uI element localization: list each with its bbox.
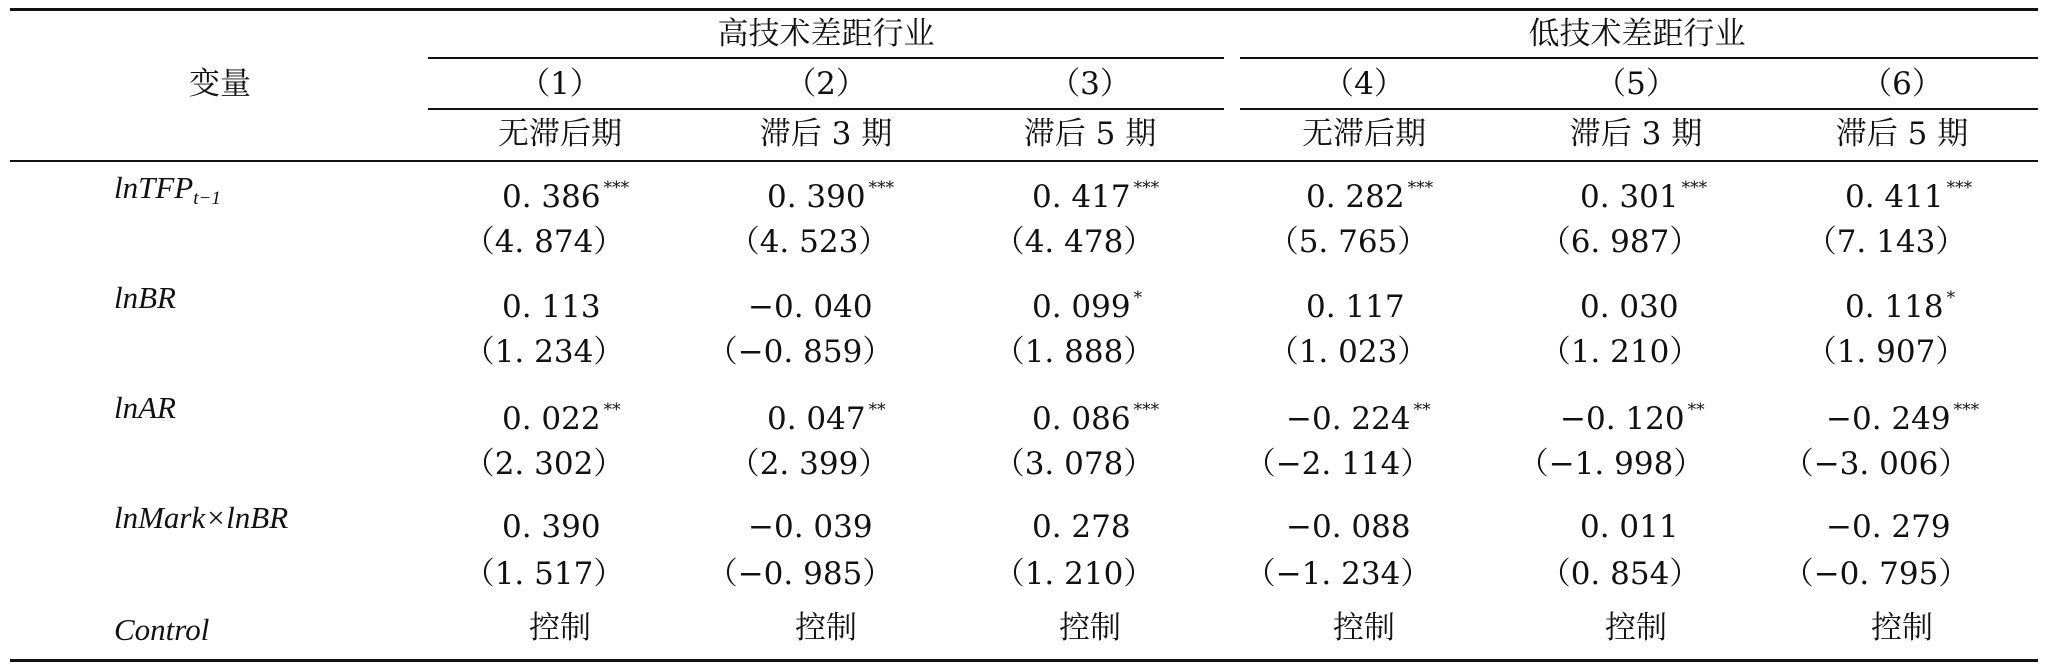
lag-label-3: 滞后 5 期	[1023, 116, 1157, 152]
coefficient-cell	[1032, 168, 1160, 215]
column-number-5: （5）	[1595, 66, 1677, 102]
coefficient-value: −0. 039	[748, 509, 873, 545]
coefficient-value: 0. 390	[767, 179, 866, 215]
coefficient-value: −0. 279	[1826, 509, 1951, 545]
t-statistic: （1. 210）	[1539, 334, 1701, 370]
significance-stars: ***	[1133, 400, 1160, 420]
coefficient-cell	[1845, 278, 1956, 325]
control-indicator: 控制	[529, 610, 591, 646]
coefficient-cell	[1032, 390, 1160, 437]
coefficient-cell	[502, 498, 604, 545]
t-statistic: （−1. 998）	[1517, 446, 1705, 482]
coefficient-value: 0. 301	[1580, 179, 1679, 215]
t-statistic: （6. 987）	[1539, 224, 1701, 260]
t-statistic: （2. 302）	[463, 446, 625, 482]
coefficient-value: 0. 022	[502, 401, 601, 437]
coefficient-value: 0. 099	[1032, 289, 1131, 325]
column-number-2: （2）	[785, 66, 867, 102]
variable-label-lnbr: lnBR	[114, 280, 176, 315]
coefficient-cell	[1032, 278, 1143, 325]
coefficient-value: 0. 390	[502, 509, 601, 545]
coefficient-value: −0. 088	[1286, 509, 1411, 545]
coefficient-cell	[1306, 168, 1434, 215]
control-indicator: 控制	[795, 610, 857, 646]
t-statistic: （−0. 985）	[706, 556, 894, 592]
t-statistic: （0. 854）	[1539, 556, 1701, 592]
coefficient-value: 0. 047	[767, 401, 866, 437]
coefficient-cell	[1286, 498, 1414, 545]
coefficient-value: 0. 117	[1306, 289, 1405, 325]
coefficient-value: 0. 086	[1032, 401, 1131, 437]
t-statistic: （−2. 114）	[1244, 446, 1432, 482]
coefficient-cell	[502, 168, 630, 215]
t-statistic: （4. 523）	[728, 224, 890, 260]
t-statistic: （2. 399）	[728, 446, 890, 482]
t-statistic: （4. 478）	[993, 224, 1155, 260]
column-number-3: （3）	[1049, 66, 1131, 102]
t-statistic: （1. 517）	[463, 556, 625, 592]
coefficient-cell	[1826, 498, 1954, 545]
t-statistic: （3. 078）	[993, 446, 1155, 482]
t-statistic: （5. 765）	[1267, 224, 1429, 260]
t-statistic: （−3. 006）	[1782, 446, 1970, 482]
coefficient-cell	[1560, 390, 1705, 437]
t-statistic: （1. 888）	[993, 334, 1155, 370]
t-statistic: （1. 210）	[993, 556, 1155, 592]
significance-stars: **	[868, 400, 886, 420]
significance-stars: ***	[603, 178, 630, 198]
variable-label-lnmark-x-lnbr: lnMark×lnBR	[114, 500, 289, 535]
t-statistic: （−1. 234）	[1244, 556, 1432, 592]
coefficient-cell	[1580, 278, 1682, 325]
top-rule	[10, 8, 2038, 11]
control-indicator: 控制	[1605, 610, 1667, 646]
group-rule-high-gap	[428, 57, 1224, 59]
t-statistic: （1. 907）	[1805, 334, 1967, 370]
coefficient-value: 0. 118	[1845, 289, 1944, 325]
coefficient-cell	[1580, 168, 1708, 215]
coefficient-value: −0. 249	[1826, 401, 1951, 437]
group-rule-low-gap	[1240, 57, 2038, 59]
coefficient-cell	[502, 278, 604, 325]
significance-stars: ***	[868, 178, 895, 198]
variable-subscript: t−1	[193, 188, 221, 209]
variable-label-lnar: lnAR	[114, 390, 176, 425]
significance-stars: ***	[1953, 400, 1980, 420]
coefficient-cell	[767, 168, 895, 215]
t-statistic: （7. 143）	[1805, 224, 1967, 260]
coefficient-value: 0. 011	[1580, 509, 1679, 545]
lag-label-6: 滞后 5 期	[1835, 116, 1969, 152]
column-number-1: （1）	[519, 66, 601, 102]
coefficient-value: −0. 224	[1286, 401, 1411, 437]
coefficient-value: 0. 030	[1580, 289, 1679, 325]
coefficient-cell	[502, 390, 621, 437]
coefficient-value: 0. 278	[1032, 509, 1131, 545]
control-indicator: 控制	[1333, 610, 1395, 646]
bottom-rule	[10, 659, 2038, 662]
column-number-4: （4）	[1323, 66, 1405, 102]
corner-label: 变量	[189, 66, 251, 102]
coefficient-value: 0. 417	[1032, 179, 1131, 215]
t-statistic: （4. 874）	[463, 224, 625, 260]
significance-stars: **	[603, 400, 621, 420]
coefficient-cell	[1306, 278, 1408, 325]
variable-name: lnTFP	[114, 170, 194, 205]
group-label-low-gap: 低技术差距行业	[1528, 16, 1746, 52]
coefficient-cell	[767, 390, 886, 437]
significance-stars: ***	[1681, 178, 1708, 198]
coefficient-cell	[1845, 168, 1973, 215]
significance-stars: *	[1946, 288, 1956, 308]
column-number-rule-right	[1240, 108, 2038, 110]
control-indicator: 控制	[1871, 610, 1933, 646]
coefficient-cell	[1580, 498, 1682, 545]
lag-label-1: 无滞后期	[498, 116, 622, 152]
group-label-high-gap: 高技术差距行业	[717, 16, 935, 52]
significance-stars: **	[1413, 400, 1431, 420]
significance-stars: **	[1687, 400, 1705, 420]
significance-stars: ***	[1946, 178, 1973, 198]
coefficient-cell	[748, 278, 876, 325]
coefficient-cell	[1032, 498, 1134, 545]
coefficient-cell	[748, 498, 876, 545]
column-number-rule-left	[428, 108, 1224, 110]
t-statistic: （−0. 795）	[1782, 556, 1970, 592]
t-statistic: （−0. 859）	[706, 334, 894, 370]
control-indicator: 控制	[1059, 610, 1121, 646]
significance-stars: *	[1133, 288, 1143, 308]
column-number-6: （6）	[1861, 66, 1943, 102]
coefficient-value: 0. 282	[1306, 179, 1405, 215]
lag-label-2: 滞后 3 期	[759, 116, 893, 152]
coefficient-cell	[1286, 390, 1431, 437]
coefficient-value: 0. 113	[502, 289, 601, 325]
variable-label-control: Control	[114, 612, 210, 647]
coefficient-value: −0. 120	[1560, 401, 1685, 437]
lag-label-4: 无滞后期	[1302, 116, 1426, 152]
t-statistic: （1. 234）	[463, 334, 625, 370]
coefficient-value: 0. 411	[1845, 179, 1944, 215]
significance-stars: ***	[1133, 178, 1160, 198]
variable-label-lntfp	[114, 168, 221, 208]
lag-label-5: 滞后 3 期	[1569, 116, 1703, 152]
significance-stars: ***	[1407, 178, 1434, 198]
t-statistic: （1. 023）	[1267, 334, 1429, 370]
header-bottom-rule	[10, 160, 2038, 162]
coefficient-value: 0. 386	[502, 179, 601, 215]
coefficient-value: −0. 040	[748, 289, 873, 325]
coefficient-cell	[1826, 390, 1980, 437]
